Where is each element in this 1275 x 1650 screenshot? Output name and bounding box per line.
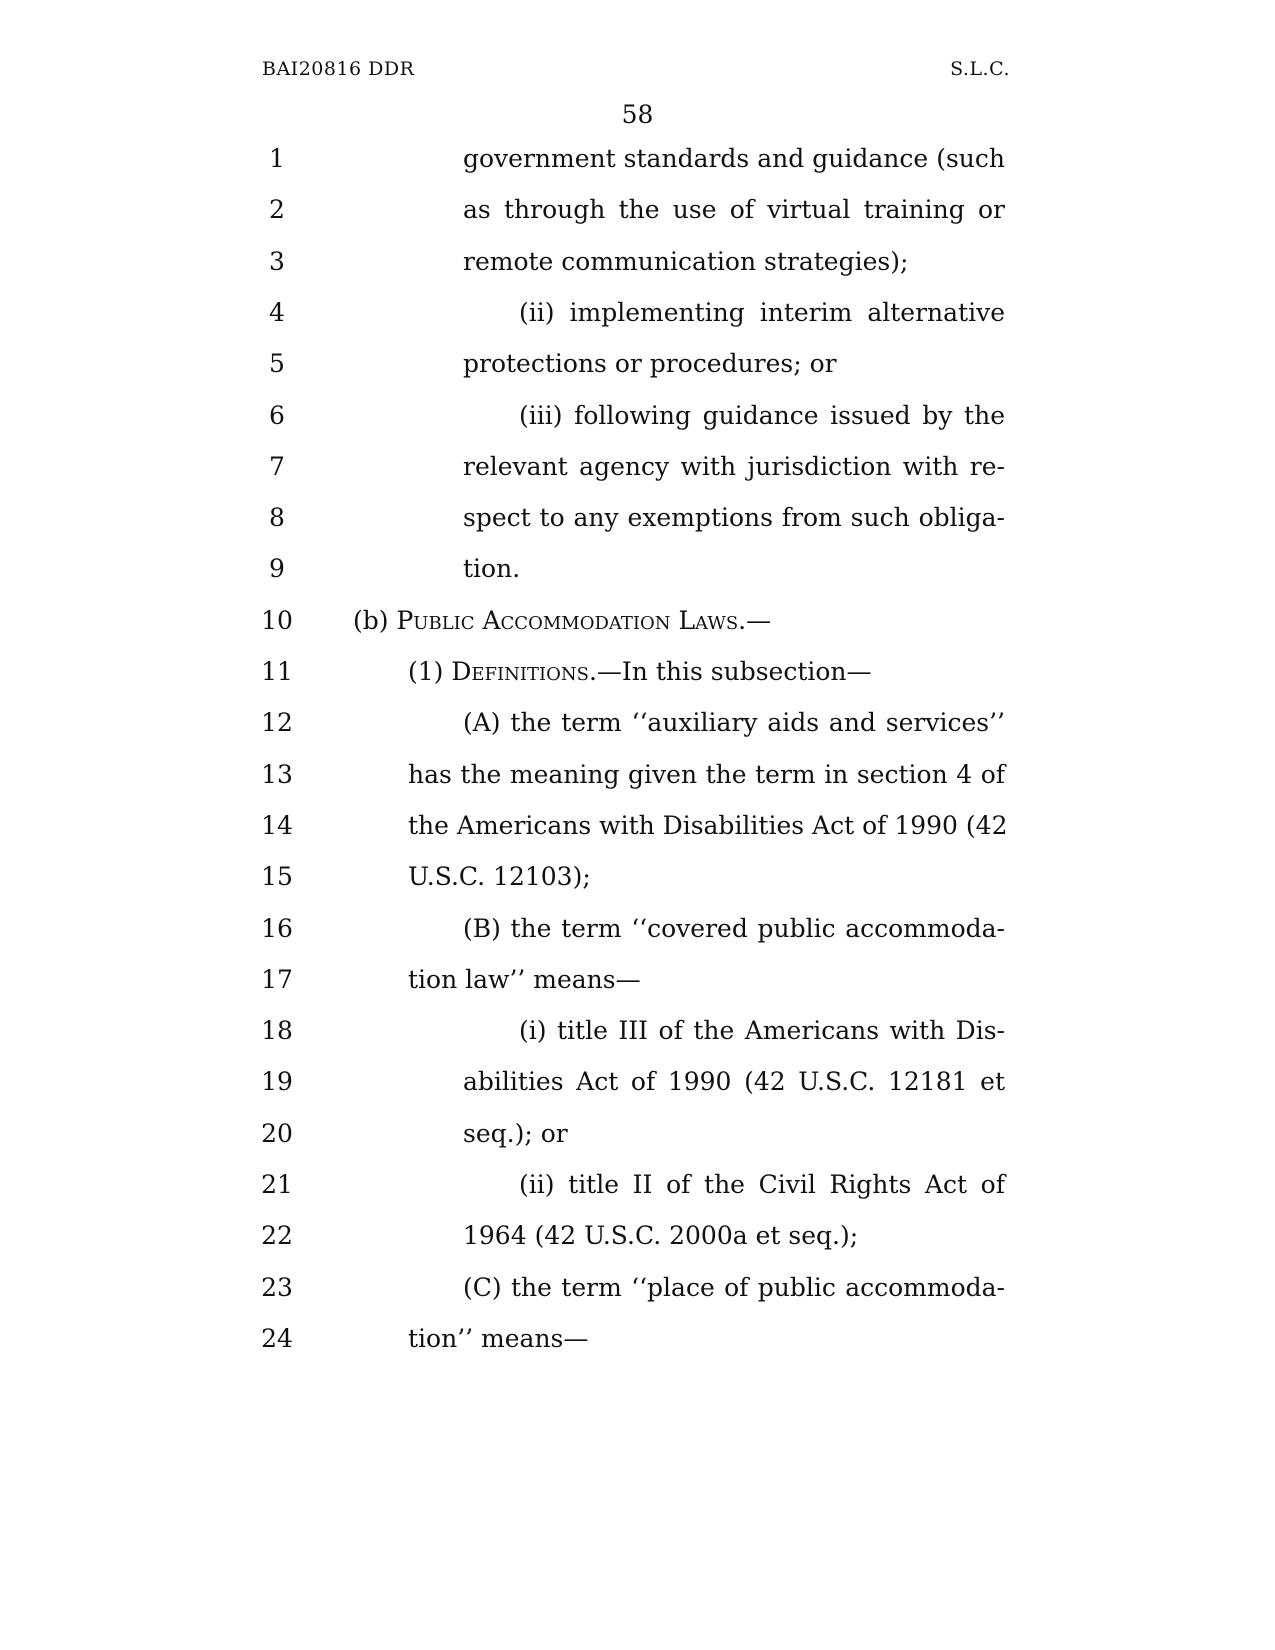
text-run: relevant agency with jurisdiction with re- bbox=[463, 451, 1005, 481]
line-text bbox=[463, 1219, 1005, 1253]
line-text bbox=[463, 450, 1005, 484]
line-number: 20 bbox=[261, 1118, 293, 1148]
document-line bbox=[0, 706, 1275, 760]
line-text bbox=[463, 142, 1005, 176]
document-line bbox=[0, 1168, 1275, 1222]
text-run: (i) title III of the Americans with Dis- bbox=[519, 1016, 1005, 1046]
line-text bbox=[463, 552, 1005, 586]
document-line bbox=[0, 963, 1275, 1017]
line-number: 2 bbox=[269, 195, 285, 225]
line-text bbox=[463, 347, 1005, 381]
document-line bbox=[0, 347, 1275, 401]
header-right-code: S.L.C. bbox=[950, 58, 1010, 80]
line-text bbox=[463, 501, 1005, 535]
text-run: tion’’ means— bbox=[408, 1323, 589, 1353]
line-text bbox=[519, 1014, 1005, 1048]
line-number: 13 bbox=[261, 759, 293, 789]
text-run: seq.); or bbox=[463, 1118, 568, 1148]
text-run: .— bbox=[738, 605, 772, 635]
document-line bbox=[0, 758, 1275, 812]
line-number: 6 bbox=[269, 400, 285, 430]
text-run: (ii) title II of the Civil Rights Act of bbox=[519, 1170, 1005, 1199]
line-text bbox=[519, 399, 1005, 433]
line-number: 19 bbox=[261, 1067, 293, 1097]
line-text bbox=[408, 655, 1005, 689]
line-number: 12 bbox=[261, 708, 293, 738]
text-run: (C) the term ‘‘place of public accommoda- bbox=[463, 1272, 1005, 1302]
line-number: 5 bbox=[269, 349, 285, 379]
document-line bbox=[0, 501, 1275, 555]
document-line bbox=[0, 552, 1275, 606]
line-text bbox=[463, 912, 1005, 946]
document-line bbox=[0, 245, 1275, 299]
line-number: 22 bbox=[261, 1221, 293, 1251]
line-number: 11 bbox=[261, 657, 293, 686]
line-number: 18 bbox=[261, 1016, 293, 1046]
line-number: 17 bbox=[261, 964, 293, 994]
text-run: as through the use of virtual training or bbox=[463, 195, 1005, 225]
line-text bbox=[463, 193, 1005, 227]
line-text bbox=[408, 809, 1008, 843]
line-number: 23 bbox=[261, 1272, 293, 1302]
document-line bbox=[0, 604, 1275, 658]
document-line bbox=[0, 1322, 1275, 1376]
document-line bbox=[0, 809, 1275, 863]
text-run: tion. bbox=[463, 554, 521, 584]
line-number: 7 bbox=[269, 451, 285, 481]
line-text bbox=[463, 1271, 1005, 1305]
text-run: has the meaning given the term in section 4 of bbox=[408, 759, 1005, 789]
document-line bbox=[0, 1219, 1275, 1273]
line-number: 14 bbox=[261, 810, 293, 840]
document-line bbox=[0, 1014, 1275, 1068]
line-number: 1 bbox=[269, 144, 285, 173]
line-number: 24 bbox=[261, 1323, 293, 1353]
text-run: (iii) following guidance issued by the bbox=[519, 400, 1005, 430]
line-text bbox=[463, 1117, 1005, 1151]
document-line bbox=[0, 142, 1275, 196]
line-number: 16 bbox=[261, 913, 293, 943]
line-number: 3 bbox=[269, 246, 285, 276]
line-text bbox=[463, 706, 1005, 740]
document-line bbox=[0, 860, 1275, 914]
line-text bbox=[463, 245, 1005, 279]
text-run: U.S.C. 12103); bbox=[408, 862, 591, 892]
line-text bbox=[408, 1322, 1005, 1356]
document-line bbox=[0, 296, 1275, 350]
document-line bbox=[0, 399, 1275, 453]
line-text bbox=[519, 1168, 1005, 1202]
text-run: protections or procedures; or bbox=[463, 349, 837, 379]
text-run: spect to any exemptions from such obliga- bbox=[463, 503, 1005, 533]
text-run: (1) bbox=[408, 657, 452, 686]
text-run: abilities Act of 1990 (42 U.S.C. 12181 et bbox=[463, 1067, 1005, 1097]
text-run: (B) the term ‘‘covered public accommoda- bbox=[463, 913, 1005, 943]
text-run: 1964 (42 U.S.C. 2000a et seq.); bbox=[463, 1221, 859, 1251]
line-text bbox=[519, 296, 1005, 330]
line-number: 4 bbox=[269, 297, 285, 327]
text-run: government standards and guidance (such bbox=[463, 144, 1005, 173]
line-number: 10 bbox=[261, 605, 293, 635]
line-text bbox=[353, 604, 1005, 638]
text-run: the Americans with Disabilities Act of 1990 (42 bbox=[408, 810, 1008, 840]
document-line bbox=[0, 193, 1275, 247]
line-text bbox=[408, 860, 1005, 894]
text-run: (ii) implementing interim alternative bbox=[519, 297, 1005, 327]
text-run: .—In this subsection— bbox=[588, 657, 872, 686]
line-text bbox=[463, 1065, 1005, 1099]
line-text bbox=[408, 758, 1005, 792]
small-caps-heading: Definitions bbox=[451, 657, 589, 686]
document-line bbox=[0, 655, 1275, 709]
document-line bbox=[0, 912, 1275, 966]
text-run: (b) bbox=[353, 605, 397, 635]
text-run: tion law’’ means— bbox=[408, 964, 641, 994]
document-line bbox=[0, 1117, 1275, 1171]
header-left-code: BAI20816 DDR bbox=[262, 58, 415, 80]
text-run: (A) the term ‘‘auxiliary aids and services’’ bbox=[463, 708, 1005, 738]
small-caps-heading: Public Accommodation Laws bbox=[396, 605, 739, 635]
text-run: remote communication strategies); bbox=[463, 246, 909, 276]
line-text bbox=[408, 963, 1005, 997]
page-number: 58 bbox=[621, 100, 654, 129]
document-line bbox=[0, 450, 1275, 504]
line-number: 21 bbox=[261, 1170, 293, 1199]
document-line bbox=[0, 1271, 1275, 1325]
line-number: 8 bbox=[269, 503, 285, 533]
line-number: 15 bbox=[261, 862, 293, 892]
document-line bbox=[0, 1065, 1275, 1119]
line-number: 9 bbox=[269, 554, 285, 584]
